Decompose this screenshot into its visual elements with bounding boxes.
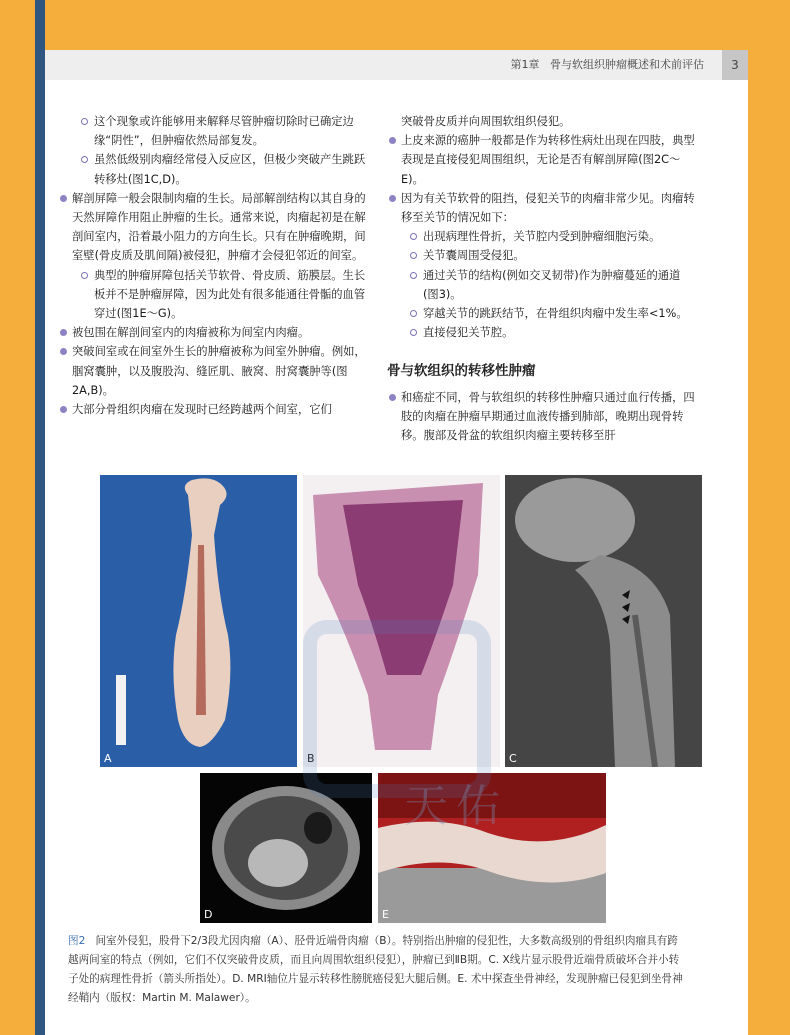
right_column-item-text: 突破骨皮质并向周围软组织侵犯。 <box>401 115 571 128</box>
caption-text: 间室外侵犯，股骨下2/3段尤因肉瘤（A）、胫骨近端骨肉瘤（B）。特别指出肿瘤的侵犯性，大多数高级别的骨组织肉瘤具有跨越两间室的特点（例如，它们不仅突破骨皮质，而且向周围软组织侵犯），肿瘤已到ⅡB期。C. X线片显示股骨近端骨质破坏合并小转子处的病理性骨折（箭头所指处）。D. MRI轴位片显示转移性膀胱癌侵犯大腿后侧。E. 术中探查坐骨神经，发现肿瘤已侵犯到坐骨神经鞘内（版权：Martin M. Malawer）。 <box>68 935 683 1004</box>
left-strip <box>35 0 45 1035</box>
figure-a-specimen <box>100 475 297 767</box>
figure-label-c: C <box>509 752 517 765</box>
left_column-item <box>58 266 366 324</box>
chapter-title: 骨与软组织肿瘤概述和术前评估 <box>550 58 704 71</box>
left_column-item-text: 解剖屏障一般会限制肉瘤的生长。局部解剖结构以其自身的天然屏障作用阻止肿瘤的生长。通常来说，肉瘤起初是在解剖间室内，沿着最小阻力的方向生长。只有在肿瘤晚期，间室壁(骨皮质及肌间隔)被侵犯，肿瘤才会侵犯邻近的间室。 <box>72 191 366 263</box>
figure-c-xray <box>505 475 702 767</box>
right_column-item <box>387 189 695 227</box>
right_column-item-text: 直接侵犯关节腔。 <box>423 326 514 340</box>
left_column-item-text: 突破间室或在间室外生长的肿瘤被称为间室外肿瘤。例如，腘窝囊肿，以及腹股沟、缝匠肌、腋窝、肘窝囊肿等(图2A,B)。 <box>72 345 366 397</box>
watermark-text: 天佑 <box>404 781 508 832</box>
left_column-item <box>58 112 366 150</box>
left_column-item <box>58 400 366 419</box>
right_column-item-text: 出现病理性骨折，关节腔内受到肿瘤细胞污染。 <box>423 230 661 244</box>
left_column-item <box>58 150 366 188</box>
page-number: 3 <box>722 50 748 80</box>
right_column-item <box>387 304 695 323</box>
left_column-item <box>58 189 366 266</box>
right_column-item <box>387 246 695 265</box>
right_column-item-text: 关节囊周围受侵犯。 <box>423 249 525 263</box>
right_column-item-text: 上皮来源的癌肿一般都是作为转移性病灶出现在四肢，典型表现是直接侵犯周围组织，无论是否有解剖屏障(图2C～E)。 <box>401 134 695 186</box>
left_column-item-text: 虽然低级别肉瘤经常侵入反应区，但极少突破产生跳跃转移灶(图1C,D)。 <box>94 153 366 186</box>
left_column-item <box>58 342 366 400</box>
right-column <box>387 112 695 445</box>
specimen-image <box>100 475 297 767</box>
right_column-item <box>387 266 695 304</box>
figure-label-e: E <box>382 908 389 921</box>
left_column-item <box>58 323 366 342</box>
section-paragraph: 和癌症不同，骨与软组织的转移性肿瘤只通过血行传播，四肢的肉瘤在肿瘤早期通过血液传播到肺部，晚期出现骨转移。腹部及骨盆的软组织肉瘤主要转移至肝 <box>387 388 695 446</box>
left_column-item-text: 被包围在解剖间室内的肉瘤被称为间室内肉瘤。 <box>72 326 310 340</box>
right_column-item <box>387 227 695 246</box>
header-text <box>511 56 705 72</box>
right_column-item <box>387 323 695 342</box>
figure-label-d: D <box>204 908 213 921</box>
figure-label-a: A <box>104 752 112 765</box>
figure-caption <box>68 932 688 1008</box>
figure-label-b: B <box>307 752 315 765</box>
top-band <box>35 0 748 50</box>
right_column-item-text: 通过关节的结构(例如交叉韧带)作为肿瘤蔓延的通道(图3)。 <box>423 268 681 301</box>
right_column-item-text: 因为有关节软骨的阻挡，侵犯关节的肉瘤非常少见。肉瘤转移至关节的情况如下： <box>401 191 695 225</box>
left_column-item-text: 大部分骨组织肉瘤在发现时已经跨越两个间室，它们 <box>72 403 332 417</box>
right_column-item-text: 穿越关节的跳跃结节，在骨组织肉瘤中发生率<1%。 <box>423 307 688 321</box>
right_column-item <box>387 112 695 131</box>
section-heading: 骨与软组织的转移性肿瘤 <box>387 363 536 380</box>
left_column-item-text: 典型的肿瘤屏障包括关节软骨、骨皮质、筋膜层。生长板并不是肿瘤屏障，因为此处有很多能通往骨骺的血管穿过(图1E～G)。 <box>94 268 366 321</box>
chapter-label: 第1章 <box>510 58 540 71</box>
xray-image <box>505 475 702 767</box>
running-header <box>45 50 748 80</box>
left_column-item-text: 这个现象或许能够用来解释尽管肿瘤切除时已确定边缘“阴性”，但肿瘤依然局部复发。 <box>94 115 354 148</box>
caption-label: 图2 <box>68 935 86 947</box>
right_column-item <box>387 131 695 189</box>
left-column <box>58 112 366 419</box>
